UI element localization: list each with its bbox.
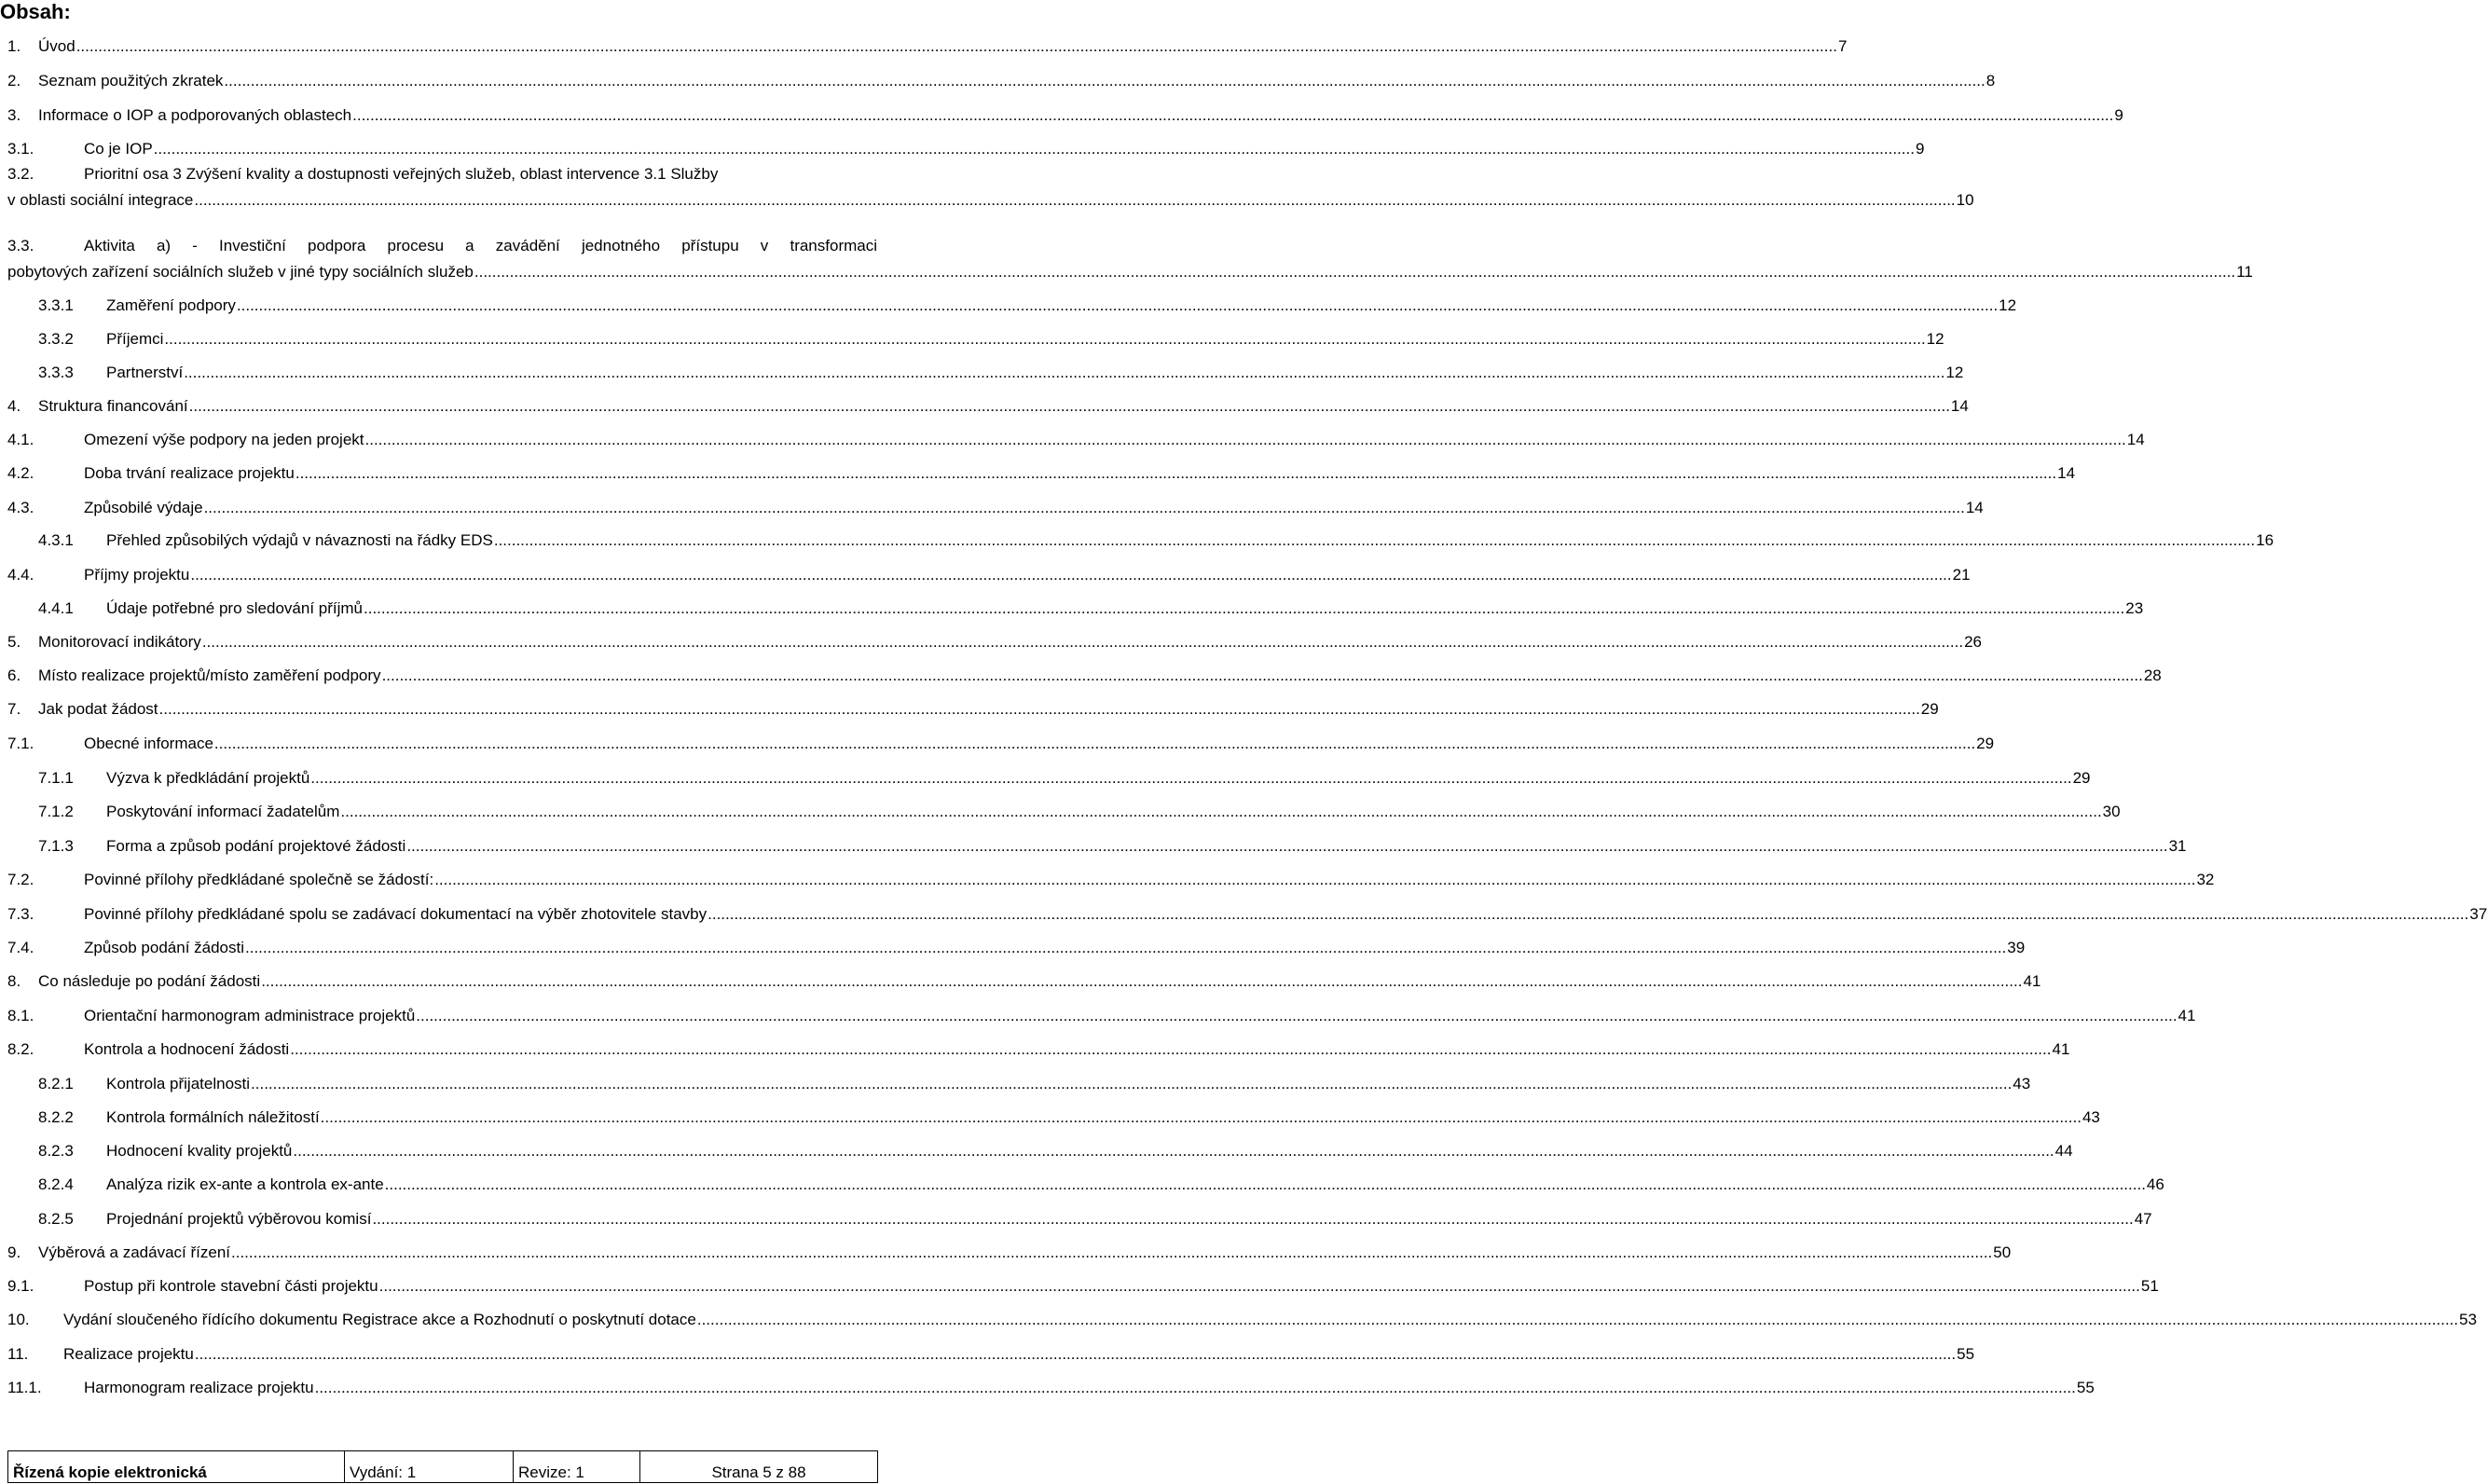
footer-revision: Revize: 1 bbox=[514, 1451, 640, 1483]
toc-entry-page: 53 bbox=[2459, 1311, 2478, 1328]
toc-entry[interactable] bbox=[38, 590, 2144, 618]
toc-entry[interactable] bbox=[7, 657, 2162, 685]
toc-entry-number: 8.2.2 bbox=[38, 1108, 74, 1126]
toc-entry-title: Monitorovací indikátory bbox=[38, 633, 201, 651]
toc-entry-page: 26 bbox=[1964, 633, 1982, 651]
toc-entry-page: 30 bbox=[2102, 803, 2121, 820]
toc-entry-page: 8 bbox=[1985, 72, 1996, 89]
toc-entry-leader: ................................................................................................................................................................................................................................................................................................................................................................................................................ bbox=[201, 633, 1964, 651]
toc-entry-number: 9. bbox=[7, 1244, 21, 1261]
toc-entry[interactable] bbox=[7, 62, 1996, 90]
toc-entry-page: 41 bbox=[2178, 1007, 2196, 1024]
toc-entry-title: Co následuje po podání žádosti bbox=[38, 972, 261, 990]
toc-entry-page: 32 bbox=[2196, 871, 2215, 888]
toc-entry-number: 8.1. bbox=[7, 1007, 34, 1024]
toc-entry-page: 21 bbox=[1952, 566, 1971, 584]
toc-entry-leader: ................................................................................................................................................................................................................................................................................................................................................................................................................ bbox=[194, 191, 1956, 209]
toc-entry-leader: ................................................................................................................................................................................................................................................................................................................................................................................................................ bbox=[245, 939, 2007, 956]
toc-entry-number: 3. bbox=[7, 106, 21, 124]
toc-entry-page: 23 bbox=[2125, 599, 2144, 617]
toc-entry[interactable] bbox=[7, 388, 1969, 416]
toc-entry-title: Projednání projektů výběrovou komisí bbox=[106, 1210, 372, 1228]
toc-entry-page: 44 bbox=[2054, 1142, 2073, 1160]
toc-entry[interactable] bbox=[7, 165, 1974, 210]
footer-copy-label: Řízená kopie elektronická bbox=[8, 1451, 345, 1483]
toc-entry-leader: ................................................................................................................................................................................................................................................................................................................................................................................................................ bbox=[320, 1108, 2082, 1126]
toc-entry-title: Orientační harmonogram administrace projektů bbox=[84, 1007, 416, 1024]
toc-entry[interactable] bbox=[38, 1201, 2152, 1229]
toc-entry[interactable] bbox=[7, 997, 2196, 1025]
toc-entry-leader: ................................................................................................................................................................................................................................................................................................................................................................................................................ bbox=[224, 72, 1985, 89]
toc-entry-title: Povinné přílohy předkládané společně se žádostí: bbox=[84, 871, 434, 888]
toc-entry-page: 47 bbox=[2134, 1210, 2152, 1228]
toc-entry[interactable] bbox=[7, 489, 1984, 517]
toc-entry-leader: ................................................................................................................................................................................................................................................................................................................................................................................................................ bbox=[378, 1277, 2140, 1295]
toc-entry-page: 43 bbox=[2013, 1075, 2031, 1092]
toc-entry-number: 3.3.3 bbox=[38, 364, 74, 381]
toc-entry-leader: ................................................................................................................................................................................................................................................................................................................................................................................................................ bbox=[203, 499, 1965, 516]
toc-entry-leader: ................................................................................................................................................................................................................................................................................................................................................................................................................ bbox=[76, 37, 1837, 55]
toc-entry-number: 7.1. bbox=[7, 735, 34, 752]
toc-entry-title: Informace o IOP a podporovaných oblastech bbox=[38, 106, 352, 124]
toc-entry-title: Kontrola přijatelnosti bbox=[106, 1075, 251, 1092]
toc-entry[interactable] bbox=[7, 861, 2215, 889]
toc-entry[interactable] bbox=[7, 725, 1995, 753]
toc-entry-leader: ................................................................................................................................................................................................................................................................................................................................................................................................................ bbox=[290, 1040, 2052, 1058]
toc-entry-leader: ................................................................................................................................................................................................................................................................................................................................................................................................................ bbox=[295, 464, 2057, 482]
toc-entry-title: Jak podat žádost bbox=[38, 700, 158, 718]
toc-entry-page: 12 bbox=[1999, 296, 2017, 314]
toc-entry[interactable] bbox=[7, 929, 2026, 957]
toc-entry-leader: ................................................................................................................................................................................................................................................................................................................................................................................................................ bbox=[231, 1244, 1993, 1261]
toc-entry[interactable] bbox=[7, 237, 2253, 282]
toc-entry-leader: ................................................................................................................................................................................................................................................................................................................................................................................................................ bbox=[251, 1075, 2013, 1092]
toc-entry-title: Kontrola a hodnocení žádosti bbox=[84, 1040, 290, 1058]
footer-edition: Vydání: 1 bbox=[345, 1451, 514, 1483]
toc-entry[interactable] bbox=[38, 828, 2187, 856]
toc-entry[interactable] bbox=[7, 1336, 1975, 1364]
toc-entry-page: 29 bbox=[1976, 735, 1995, 752]
toc-entry-title: Aktivita a) - Investiční podpora procesu a zavádění jednotného přístupu v transformaci bbox=[84, 237, 877, 254]
toc-entry-number: 8.2.4 bbox=[38, 1175, 74, 1193]
toc-entry-leader: ................................................................................................................................................................................................................................................................................................................................................................................................................ bbox=[384, 1175, 2146, 1193]
toc-entry-page: 14 bbox=[2057, 464, 2076, 482]
toc-entry-leader: ................................................................................................................................................................................................................................................................................................................................................................................................................ bbox=[416, 1007, 2178, 1024]
toc-entry-page: 10 bbox=[1956, 191, 1974, 209]
toc-entry-leader: ................................................................................................................................................................................................................................................................................................................................................................................................................ bbox=[158, 700, 1920, 718]
toc-entry-title: Přehled způsobilých výdajů v návaznosti na řádky EDS bbox=[106, 531, 493, 549]
toc-entry-page: 55 bbox=[1957, 1345, 1975, 1363]
toc-entry-title: Způsob podání žádosti bbox=[84, 939, 245, 956]
toc-entry-title: Kontrola formálních náležitostí bbox=[106, 1108, 320, 1126]
toc-entry-title: Harmonogram realizace projektu bbox=[84, 1379, 314, 1396]
toc-entry-leader: ................................................................................................................................................................................................................................................................................................................................................................................................................ bbox=[236, 296, 1999, 314]
toc-entry-title: Způsobilé výdaje bbox=[84, 499, 203, 516]
toc-entry-page: 43 bbox=[2082, 1108, 2100, 1126]
toc-entry-leader: ................................................................................................................................................................................................................................................................................................................................................................................................................ bbox=[261, 972, 2023, 990]
toc-entry-number: 3.3.1 bbox=[38, 296, 74, 314]
toc-entry[interactable] bbox=[7, 28, 1848, 56]
toc-entry-leader: ................................................................................................................................................................................................................................................................................................................................................................................................................ bbox=[364, 431, 2126, 448]
toc-entry[interactable] bbox=[38, 321, 1944, 349]
toc-entry-number: 4.4. bbox=[7, 566, 34, 584]
toc-entry[interactable] bbox=[38, 1133, 2073, 1161]
toc-entry-title-continued: pobytových zařízení sociálních služeb v jiné typy sociálních služeb bbox=[7, 263, 474, 281]
toc-entry-number: 4.3. bbox=[7, 499, 34, 516]
toc-entry-leader: ................................................................................................................................................................................................................................................................................................................................................................................................................ bbox=[164, 330, 1926, 348]
toc-entry-title: Výzva k předkládání projektů bbox=[106, 769, 310, 787]
toc-entry-number: 7.1.2 bbox=[38, 803, 74, 820]
toc-entry-page: 11 bbox=[2236, 263, 2253, 281]
toc-entry[interactable] bbox=[38, 1065, 2031, 1093]
toc-entry-leader: ................................................................................................................................................................................................................................................................................................................................................................................................................ bbox=[364, 599, 2125, 617]
toc-entry-leader: ................................................................................................................................................................................................................................................................................................................................................................................................................ bbox=[293, 1142, 2054, 1160]
toc-entry-leader: ................................................................................................................................................................................................................................................................................................................................................................................................................ bbox=[340, 803, 2102, 820]
toc-entry-title: Výběrová a zadávací řízení bbox=[38, 1244, 231, 1261]
toc-entry-title: Postup při kontrole stavební části projektu bbox=[84, 1277, 378, 1295]
toc-entry-title: Povinné přílohy předkládané spolu se zadávací dokumentací na výběr zhotovitele stavby bbox=[84, 905, 708, 923]
toc-entry-leader: ................................................................................................................................................................................................................................................................................................................................................................................................................ bbox=[188, 397, 1950, 415]
toc-entry-number: 11.1. bbox=[7, 1379, 42, 1396]
toc-entry-page: 41 bbox=[2052, 1040, 2070, 1058]
footer-page: Strana 5 z 88 bbox=[640, 1451, 878, 1483]
toc-entry-title: Příjemci bbox=[106, 330, 164, 348]
toc-entry[interactable] bbox=[7, 131, 1925, 158]
toc-entry-leader: ................................................................................................................................................................................................................................................................................................................................................................................................................ bbox=[372, 1210, 2134, 1228]
toc-entry-page: 14 bbox=[1950, 397, 1969, 415]
toc-entry-title: Struktura financování bbox=[38, 397, 188, 415]
toc-entry[interactable] bbox=[38, 354, 1964, 382]
toc-entry-number: 5. bbox=[7, 633, 21, 651]
toc-entry-title: Realizace projektu bbox=[63, 1345, 194, 1363]
toc-entry-page: 31 bbox=[2168, 837, 2187, 855]
toc-entry-number: 8. bbox=[7, 972, 21, 990]
toc-entry[interactable] bbox=[7, 1268, 2159, 1296]
toc-entry-title: Úvod bbox=[38, 37, 76, 55]
toc-entry-title: Vydání sloučeného řídícího dokumentu Registrace akce a Rozhodnutí o poskytnutí dotace bbox=[63, 1311, 696, 1328]
toc-entry-leader: ................................................................................................................................................................................................................................................................................................................................................................................................................ bbox=[310, 769, 2072, 787]
toc-entry-page: 14 bbox=[1965, 499, 1984, 516]
toc-entry[interactable] bbox=[7, 421, 2145, 449]
footer-table bbox=[7, 1450, 878, 1483]
toc-entry-title: Partnerství bbox=[106, 364, 184, 381]
toc-entry-leader: ................................................................................................................................................................................................................................................................................................................................................................................................................ bbox=[352, 106, 2114, 124]
toc-entry[interactable] bbox=[7, 691, 1939, 719]
toc-entry-page: 51 bbox=[2140, 1277, 2159, 1295]
toc-entry-page: 9 bbox=[1915, 140, 1925, 158]
toc-entry-number: 11. bbox=[7, 1345, 29, 1363]
toc-entry-page: 29 bbox=[2072, 769, 2091, 787]
toc-entry-number: 7.1.3 bbox=[38, 837, 74, 855]
toc-entry-leader: ................................................................................................................................................................................................................................................................................................................................................................................................................ bbox=[493, 531, 2256, 549]
toc-entry[interactable] bbox=[7, 963, 2041, 991]
toc-entry-title: Místo realizace projektů/místo zaměření podpory bbox=[38, 666, 381, 684]
toc-entry-title: Analýza rizik ex-ante a kontrola ex-ante bbox=[106, 1175, 384, 1193]
toc-entry-number: 3.3.2 bbox=[38, 330, 74, 348]
toc-entry-number: 4.4.1 bbox=[38, 599, 74, 617]
toc-entry-page: 55 bbox=[2076, 1379, 2095, 1396]
toc-entry-title: Doba trvání realizace projektu bbox=[84, 464, 295, 482]
toc-entry-leader: ................................................................................................................................................................................................................................................................................................................................................................................................................ bbox=[434, 871, 2196, 888]
toc-entry-title: Zaměření podpory bbox=[106, 296, 236, 314]
toc-entry-page: 16 bbox=[2256, 531, 2274, 549]
toc-entry-title: Příjmy projektu bbox=[84, 566, 190, 584]
toc-entry[interactable] bbox=[7, 624, 1982, 652]
toc-entry[interactable] bbox=[7, 556, 1971, 584]
toc-title: Obsah: bbox=[0, 0, 71, 23]
toc-entry-page: 9 bbox=[2114, 106, 2123, 124]
toc-entry-number: 10. bbox=[7, 1311, 30, 1328]
toc-entry[interactable] bbox=[7, 896, 2487, 924]
toc-entry-title: Údaje potřebné pro sledování příjmů bbox=[106, 599, 363, 617]
toc-entry-number: 1. bbox=[7, 37, 21, 55]
toc-entry-leader: ................................................................................................................................................................................................................................................................................................................................................................................................................ bbox=[381, 666, 2143, 684]
toc-entry[interactable] bbox=[7, 1234, 2012, 1262]
toc-entry-title: Poskytování informací žadatelům bbox=[106, 803, 340, 820]
toc-entry-leader: ................................................................................................................................................................................................................................................................................................................................................................................................................ bbox=[194, 1345, 1957, 1363]
toc-entry-leader: ................................................................................................................................................................................................................................................................................................................................................................................................................ bbox=[406, 837, 2168, 855]
toc-entry-number: 3.2. bbox=[7, 165, 34, 183]
toc-entry[interactable] bbox=[38, 287, 2017, 315]
toc-entry-title-continued: v oblasti sociální integrace bbox=[7, 191, 194, 209]
toc-entry-page: 46 bbox=[2146, 1175, 2164, 1193]
toc-entry-title: Omezení výše podpory na jeden projekt bbox=[84, 431, 364, 448]
toc-entry-page: 37 bbox=[2469, 905, 2487, 923]
toc-entry[interactable] bbox=[7, 1031, 2070, 1059]
toc-entry-number: 7.1.1 bbox=[38, 769, 74, 787]
toc-entry-leader: ................................................................................................................................................................................................................................................................................................................................................................................................................ bbox=[190, 566, 1952, 584]
toc-entry-title: Prioritní osa 3 Zvýšení kvality a dostupnosti veřejných služeb, oblast intervence 3.1 Služby bbox=[84, 165, 719, 183]
toc-entry-title: Forma a způsob podání projektové žádosti bbox=[106, 837, 406, 855]
toc-entry[interactable] bbox=[7, 1369, 2095, 1397]
toc-entry-title: Obecné informace bbox=[84, 735, 213, 752]
toc-entry-number: 7.2. bbox=[7, 871, 34, 888]
toc-entry-leader: ................................................................................................................................................................................................................................................................................................................................................................................................................ bbox=[153, 140, 1915, 158]
toc-entry-title: Seznam použitých zkratek bbox=[38, 72, 224, 89]
toc-entry-leader: ................................................................................................................................................................................................................................................................................................................................................................................................................ bbox=[708, 905, 2469, 923]
toc-entry[interactable] bbox=[7, 1301, 2478, 1329]
toc-entry-number: 8.2.1 bbox=[38, 1075, 74, 1092]
toc-entry-number: 4.3.1 bbox=[38, 531, 74, 549]
toc-entry-number: 4. bbox=[7, 397, 21, 415]
toc-entry[interactable] bbox=[38, 793, 2121, 821]
toc-entry-leader: ................................................................................................................................................................................................................................................................................................................................................................................................................ bbox=[696, 1311, 2459, 1328]
toc-entry-number: 2. bbox=[7, 72, 21, 89]
toc-entry-page: 39 bbox=[2007, 939, 2026, 956]
toc-entry-page: 28 bbox=[2143, 666, 2162, 684]
toc-entry-number: 6. bbox=[7, 666, 21, 684]
toc-entry-number: 8.2. bbox=[7, 1040, 34, 1058]
toc-entry-page: 7 bbox=[1837, 37, 1848, 55]
toc-entry[interactable] bbox=[7, 97, 2123, 125]
toc-entry-number: 7.3. bbox=[7, 905, 34, 923]
toc-entry-title: Hodnocení kvality projektů bbox=[106, 1142, 293, 1160]
toc-entry-leader: ................................................................................................................................................................................................................................................................................................................................................................................................................ bbox=[474, 263, 2236, 281]
toc-entry-number: 4.1. bbox=[7, 431, 34, 448]
toc-entry-number: 3.3. bbox=[7, 237, 34, 254]
toc-entry[interactable] bbox=[38, 1166, 2164, 1194]
toc-entry-number: 7. bbox=[7, 700, 21, 718]
toc-entry-number: 4.2. bbox=[7, 464, 34, 482]
toc-entry-leader: ................................................................................................................................................................................................................................................................................................................................................................................................................ bbox=[184, 364, 1945, 381]
toc-entry-page: 50 bbox=[1993, 1244, 2012, 1261]
toc-entry-page: 12 bbox=[1926, 330, 1944, 348]
toc-entry[interactable] bbox=[38, 522, 2274, 550]
toc-entry-page: 14 bbox=[2126, 431, 2145, 448]
toc-entry-page: 41 bbox=[2023, 972, 2041, 990]
toc-entry-number: 3.1. bbox=[7, 140, 34, 158]
toc-entry-page: 12 bbox=[1945, 364, 1964, 381]
toc-entry-number: 8.2.3 bbox=[38, 1142, 74, 1160]
toc-entry[interactable] bbox=[38, 760, 2091, 788]
toc-entry-page: 29 bbox=[1920, 700, 1939, 718]
toc-entry-number: 9.1. bbox=[7, 1277, 34, 1295]
toc-entry-number: 7.4. bbox=[7, 939, 34, 956]
toc-entry-leader: ................................................................................................................................................................................................................................................................................................................................................................................................................ bbox=[213, 735, 1976, 752]
toc-entry-number: 8.2.5 bbox=[38, 1210, 74, 1228]
toc-entry-leader: ................................................................................................................................................................................................................................................................................................................................................................................................................ bbox=[314, 1379, 2076, 1396]
toc-entry[interactable] bbox=[38, 1099, 2100, 1127]
toc-entry[interactable] bbox=[7, 455, 2076, 483]
toc-entry-title: Co je IOP bbox=[84, 140, 153, 158]
